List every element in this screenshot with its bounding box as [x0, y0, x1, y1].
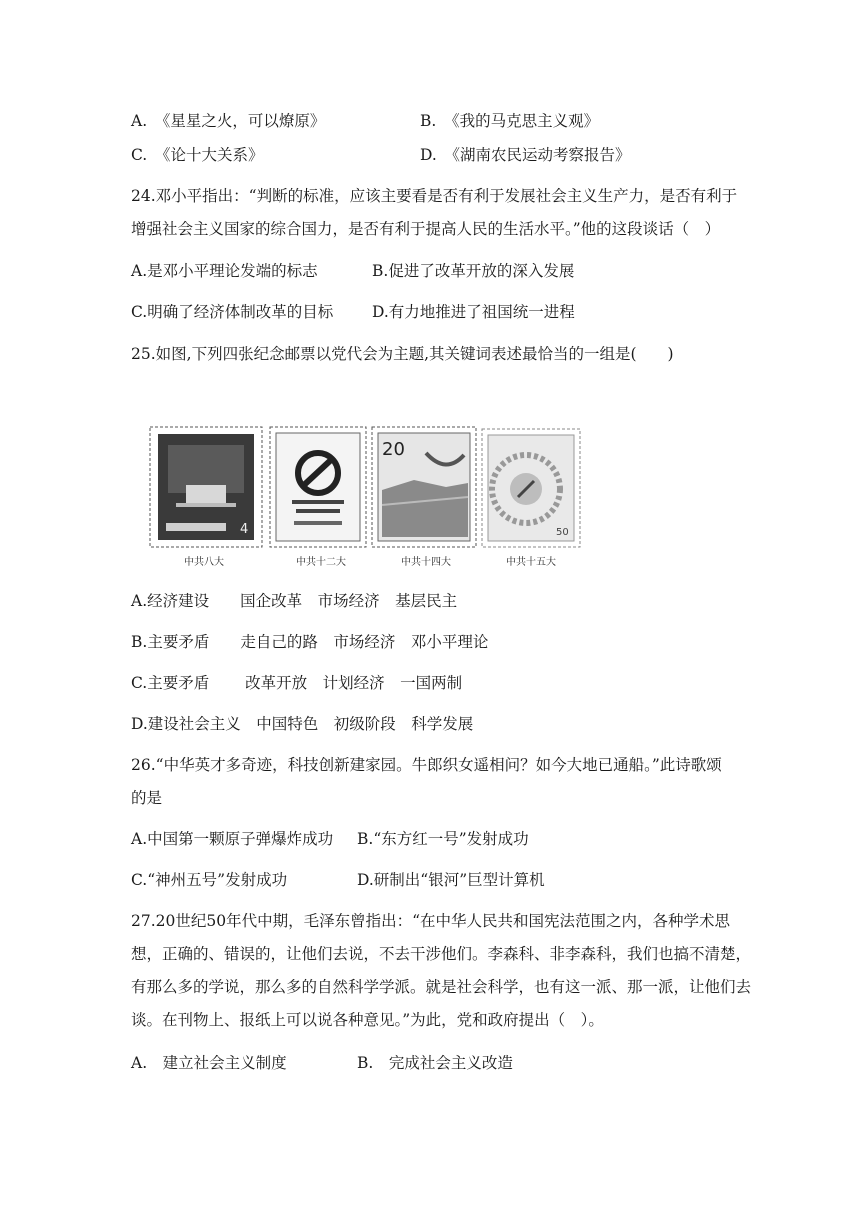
stamps-illustration: [146, 425, 586, 570]
q24-stem-line1: 24.邓小平指出：“判断的标准，应该主要看是否有利于发展社会主义生产力，是否有利于: [131, 187, 738, 205]
q25-option-d: D.建设社会主义 中国特色 初级阶段 科学发展: [131, 715, 474, 733]
stamp-12th-congress: [270, 427, 366, 547]
q23-option-a: A. 《星星之火，可以燎原》: [131, 112, 326, 130]
stamp2-caption: 中共十二大: [296, 557, 346, 568]
q23-option-d: D. 《湖南农民运动考察报告》: [420, 146, 631, 164]
q25-option-a: A.经济建设 国企改革 市场经济 基层民主: [131, 592, 458, 610]
q27-option-b: B. 完成社会主义改造: [357, 1054, 513, 1072]
q27-stem-line3: 有那么多的学说，那么多的自然科学学派。就是社会科学，也有这一派、那一派，让他们去: [131, 978, 752, 996]
q26-option-a: A.中国第一颗原子弹爆炸成功: [131, 830, 334, 848]
stamp-image-group: [146, 425, 586, 570]
stamp1-caption: 中共八大: [184, 557, 224, 568]
q24-option-b: B.促进了改革开放的深入发展: [372, 262, 575, 280]
stamp-15th-congress: [482, 429, 580, 547]
q25-option-c: C.主要矛盾 改革开放 计划经济 一国两制: [131, 674, 463, 692]
stamp4-value: 50: [556, 527, 569, 538]
q27-stem-line1: 27.20世纪50年代中期，毛泽东曾指出：“在中华人民共和国宪法范围之内，各种学术思: [131, 912, 731, 930]
stamp-8th-congress: [150, 427, 262, 547]
stamp3-value: 20: [382, 439, 405, 460]
q26-option-d: D.研制出“银河”巨型计算机: [357, 871, 545, 889]
q24-option-d: D.有力地推进了祖国统一进程: [372, 303, 575, 321]
stamp1-value: 4: [240, 522, 249, 537]
q26-option-b: B.“东方红一号”发射成功: [357, 830, 529, 848]
q27-option-a: A. 建立社会主义制度: [131, 1054, 287, 1072]
q25-stem: 25.如图,下列四张纪念邮票以党代会为主题,其关键词表述最恰当的一组是( ): [131, 345, 674, 363]
stamp-14th-congress: [372, 427, 476, 547]
q26-stem-line1: 26.“中华英才多奇迹，科技创新建家园。牛郎织女遥相问？如今大地已通船。”此诗歌颂: [131, 756, 722, 774]
q24-option-a: A.是邓小平理论发端的标志: [131, 262, 318, 280]
q27-stem-line4: 谈。在刊物上、报纸上可以说各种意见。”为此，党和政府提出（ ）。: [131, 1011, 604, 1029]
q26-stem-line2: 的是: [131, 789, 163, 807]
q23-option-c: C. 《论十大关系》: [131, 146, 264, 164]
q24-option-c: C.明确了经济体制改革的目标: [131, 303, 334, 321]
stamp3-caption: 中共十四大: [401, 557, 451, 568]
q26-option-c: C.“神州五号”发射成功: [131, 871, 288, 889]
stamp4-caption: 中共十五大: [506, 557, 556, 568]
q27-stem-line2: 想，正确的、错误的，让他们去说，不去干涉他们。李森科、非李森科，我们也搞不清楚，: [131, 945, 752, 963]
q23-option-b: B. 《我的马克思主义观》: [420, 112, 600, 130]
q24-stem-line2: 增强社会主义国家的综合国力，是否有利于提高人民的生活水平。”他的这段谈话（ ）: [131, 220, 721, 238]
q25-option-b: B.主要矛盾 走自己的路 市场经济 邓小平理论: [131, 633, 489, 651]
